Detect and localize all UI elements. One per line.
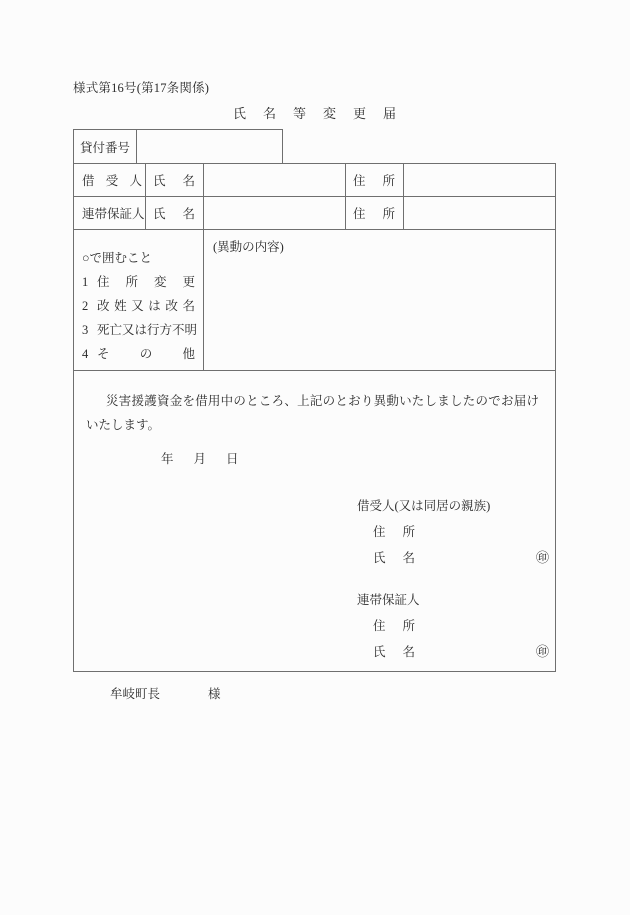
change-option-3[interactable] (82, 320, 203, 338)
loan-number-label: 貸付番号 (74, 130, 137, 163)
statement-block (74, 371, 555, 471)
guarantor-signature-heading: 連帯保証人 (357, 593, 420, 607)
guarantor-signature-name-label (357, 642, 415, 660)
borrower-role-text: 借受人 (82, 174, 142, 188)
circle-instruction: ○で囲むこと (82, 251, 153, 265)
change-detail-label: (異動の内容) (213, 240, 284, 254)
page-title (73, 103, 556, 122)
borrower-name-input[interactable] (204, 164, 346, 196)
change-option-4[interactable] (82, 344, 203, 362)
guarantor-name-input[interactable] (204, 197, 346, 229)
borrower-signature-name-label-text: 氏名 (373, 551, 415, 565)
borrower-signature-address-label (357, 522, 415, 540)
page-title-text: 氏名等変更届 (232, 106, 413, 121)
addressee-honorific: 様 (208, 687, 221, 701)
loan-number-box (73, 129, 283, 163)
borrower-signature-name-row[interactable] (357, 548, 549, 566)
change-options-list (74, 230, 204, 370)
signature-block-guarantor (357, 590, 555, 660)
guarantor-signature-name-row[interactable] (357, 642, 549, 660)
date-line-text: 年月日 (161, 452, 259, 466)
change-option-1-number: 1 (82, 275, 89, 289)
guarantor-name-label-text: 氏名 (153, 207, 195, 221)
change-option-2-label: 改姓又は改名 (97, 299, 195, 313)
change-option-3-label: 死亡又は行方不明 (97, 323, 198, 337)
guarantor-signature-address-label-text: 住所 (373, 619, 415, 633)
borrower-address-label (346, 164, 404, 196)
guarantor-address-label-text: 住所 (353, 207, 395, 221)
guarantor-signature-name-label-text: 氏名 (373, 645, 415, 659)
guarantor-name-label (146, 197, 204, 229)
guarantor-address-label (346, 197, 404, 229)
change-option-2[interactable] (82, 296, 203, 314)
change-option-3-number: 3 (82, 323, 89, 337)
guarantor-role-label (74, 197, 146, 229)
borrower-signature-name-label (357, 548, 415, 566)
form-frame (73, 163, 556, 701)
change-option-1[interactable] (82, 272, 203, 290)
seal-icon: ㊞ (535, 550, 549, 565)
change-type-section (74, 230, 555, 371)
seal-icon: ㊞ (535, 644, 549, 659)
date-line[interactable] (86, 447, 539, 471)
borrower-signature-address-row[interactable] (357, 522, 549, 540)
form-number: 様式第16号(第17条関係) (73, 81, 210, 95)
guarantor-signature-address-label (357, 616, 415, 634)
borrower-address-label-text: 住所 (353, 174, 395, 188)
addressee-line (74, 684, 555, 702)
guarantor-address-input[interactable] (404, 197, 555, 229)
borrower-role-label (74, 164, 146, 196)
guarantor-signature-address-row[interactable] (357, 616, 549, 634)
table-row-borrower (74, 164, 555, 197)
borrower-signature-heading: 借受人(又は同居の親族) (357, 499, 491, 513)
loan-number-input[interactable] (137, 130, 282, 163)
borrower-address-input[interactable] (404, 164, 555, 196)
change-option-2-number: 2 (82, 299, 89, 313)
guarantor-role-text: 連帯保証人 (82, 207, 145, 221)
change-option-4-label: その他 (97, 347, 195, 361)
borrower-name-label-text: 氏名 (153, 174, 195, 188)
borrower-name-label (146, 164, 204, 196)
change-option-1-label: 住所変更 (97, 275, 195, 289)
change-detail-area[interactable] (204, 230, 555, 370)
signature-section (74, 496, 555, 660)
change-option-4-number: 4 (82, 347, 89, 361)
signature-block-borrower (357, 496, 555, 566)
addressee-office: 牟岐町長 (110, 687, 161, 701)
statement-body: 災害援護資金を借用中のところ、上記のとおり異動いたしましたのでお届けいたします。 (86, 394, 539, 432)
borrower-signature-address-label-text: 住所 (373, 525, 415, 539)
table-row-guarantor (74, 197, 555, 230)
